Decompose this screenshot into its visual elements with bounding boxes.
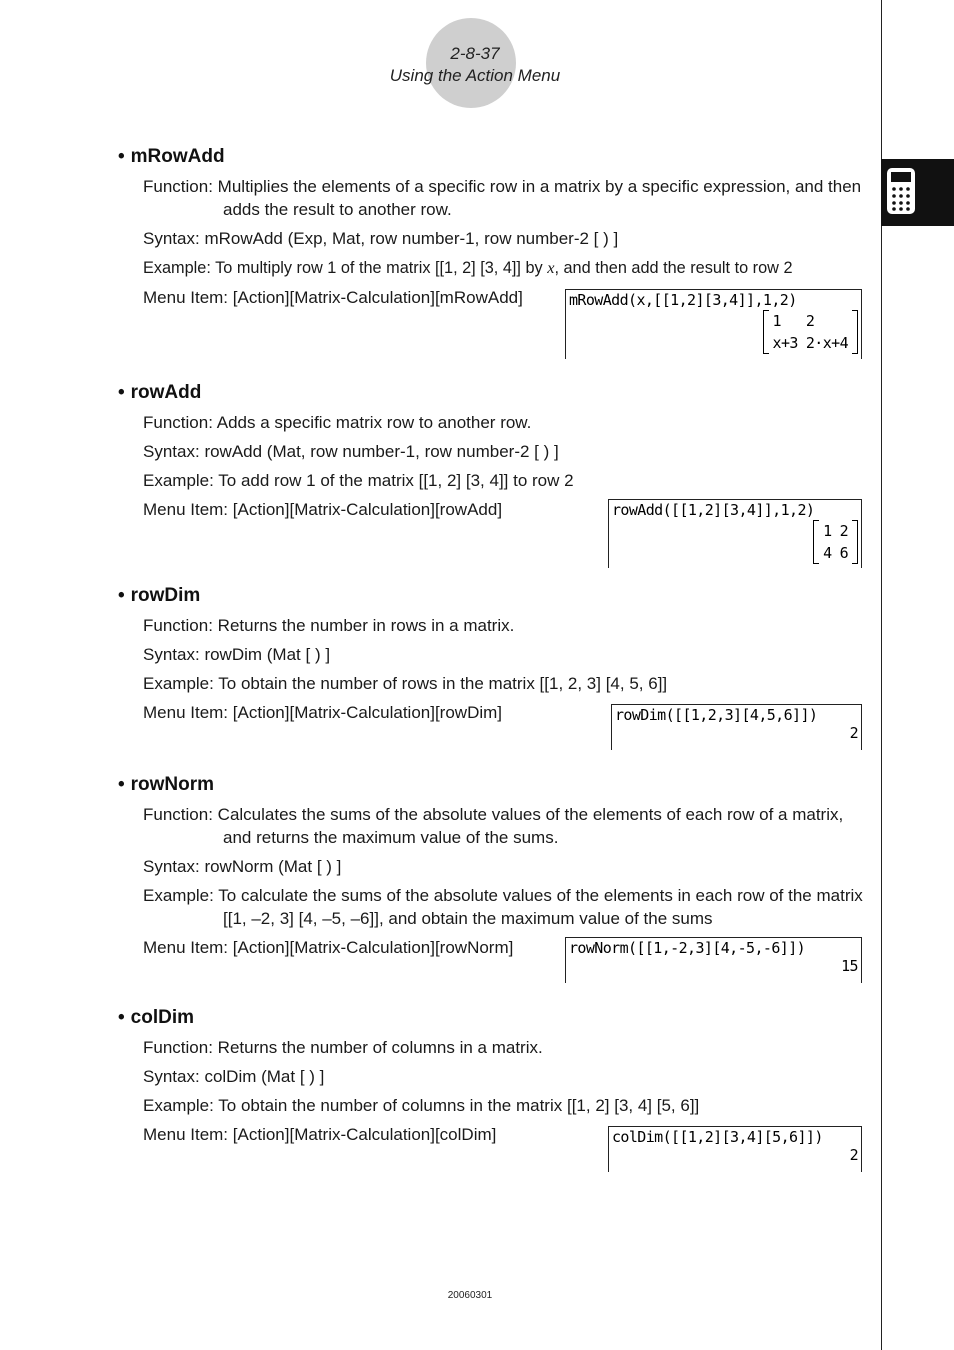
syntax-line: Syntax: rowNorm (Mat [ ) ] bbox=[143, 857, 342, 876]
calculator-screen-rownorm bbox=[565, 937, 862, 983]
matrix-cell: 6 bbox=[839, 544, 848, 562]
matrix-cell: 2 bbox=[839, 522, 848, 540]
matrix-cell: 2 bbox=[805, 312, 815, 330]
calculator-screen-rowdim bbox=[611, 704, 862, 750]
screen-input: mRowAdd(x,[[1,2][3,4]],1,2) bbox=[569, 291, 797, 309]
syntax-line: Syntax: rowDim (Mat [ ) ] bbox=[143, 645, 331, 664]
menu-item-line: Menu Item: [Action][Matrix-Calculation][colDim] bbox=[143, 1125, 497, 1144]
screen-input: rowNorm([[1,-2,3][4,-5,-6]]) bbox=[569, 939, 806, 957]
syntax-line: Syntax: mRowAdd (Exp, Mat, row number-1, row number-2 [ ) ] bbox=[143, 229, 619, 248]
entry-title: • rowDim bbox=[118, 585, 201, 606]
chapter-tab bbox=[881, 159, 954, 226]
screen-input: rowDim([[1,2,3][4,5,6]]) bbox=[615, 706, 818, 724]
matrix-cell: x+3 bbox=[772, 334, 798, 352]
function-line: Function: Multiplies the elements of a specific row in a matrix by a specific expression, and then adds the result to another row. bbox=[143, 177, 862, 219]
matrix-cell: 2·x+4 bbox=[805, 334, 848, 352]
section-title: Using the Action Menu bbox=[389, 66, 561, 85]
screen-input: colDim([[1,2][3,4][5,6]]) bbox=[612, 1128, 823, 1146]
example-line: Example: To add row 1 of the matrix [[1, 2] [3, 4]] to row 2 bbox=[143, 471, 574, 490]
entry-title: • rowAdd bbox=[118, 382, 202, 403]
page-header bbox=[360, 18, 590, 110]
calculator-icon bbox=[886, 167, 916, 215]
calculator-screen-rowadd bbox=[608, 499, 862, 568]
function-line: Function: Calculates the sums of the absolute values of the elements of each row of a matrix, and returns the maximum value of the sums. bbox=[143, 805, 844, 847]
entry-title: • colDim bbox=[118, 1007, 195, 1028]
syntax-line: Syntax: rowAdd (Mat, row number-1, row number-2 [ ) ] bbox=[143, 442, 559, 461]
function-line: Function: Returns the number in rows in a matrix. bbox=[143, 616, 515, 635]
menu-item-line: Menu Item: [Action][Matrix-Calculation][rowDim] bbox=[143, 703, 503, 722]
function-line: Function: Adds a specific matrix row to another row. bbox=[143, 413, 532, 432]
example-line: Example: To obtain the number of rows in the matrix [[1, 2, 3] [4, 5, 6]] bbox=[143, 674, 668, 693]
function-line: Function: Returns the number of columns in a matrix. bbox=[143, 1038, 543, 1057]
example-line: Example: To multiply row 1 of the matrix [[1, 2] [3, 4]] by x, and then add the result to row 2 bbox=[143, 258, 793, 277]
menu-item-line: Menu Item: [Action][Matrix-Calculation][mRowAdd] bbox=[143, 288, 523, 307]
footer-code: 20060301 bbox=[447, 1290, 493, 1301]
calculator-screen-coldim bbox=[608, 1126, 862, 1172]
calculator-screen-mrowadd bbox=[565, 289, 862, 359]
menu-item-line: Menu Item: [Action][Matrix-Calculation][rowAdd] bbox=[143, 500, 503, 519]
screen-input: rowAdd([[1,2][3,4]],1,2) bbox=[612, 501, 815, 519]
syntax-line: Syntax: colDim (Mat [ ) ] bbox=[143, 1067, 325, 1086]
screen-result: 2 bbox=[849, 724, 858, 742]
matrix-cell: 1 bbox=[772, 312, 781, 330]
matrix-cell: 4 bbox=[823, 544, 832, 562]
screen-result: 2 bbox=[849, 1146, 858, 1164]
example-line: Example: To calculate the sums of the absolute values of the elements in each row of the matrix [[1, –2, 3] [4, –5, –6]], and obtain the maximum value of the sums bbox=[143, 886, 863, 928]
screen-result: 15 bbox=[841, 957, 858, 975]
result-matrix bbox=[813, 520, 858, 564]
entry-title: • mRowAdd bbox=[118, 146, 225, 167]
entry-title: • rowNorm bbox=[118, 774, 215, 795]
menu-item-line: Menu Item: [Action][Matrix-Calculation][rowNorm] bbox=[143, 938, 514, 957]
matrix-cell: 1 bbox=[823, 522, 832, 540]
result-matrix bbox=[763, 310, 858, 354]
page-number: 2-8-37 bbox=[450, 44, 500, 63]
example-line: Example: To obtain the number of columns in the matrix [[1, 2] [3, 4] [5, 6]] bbox=[143, 1096, 700, 1115]
